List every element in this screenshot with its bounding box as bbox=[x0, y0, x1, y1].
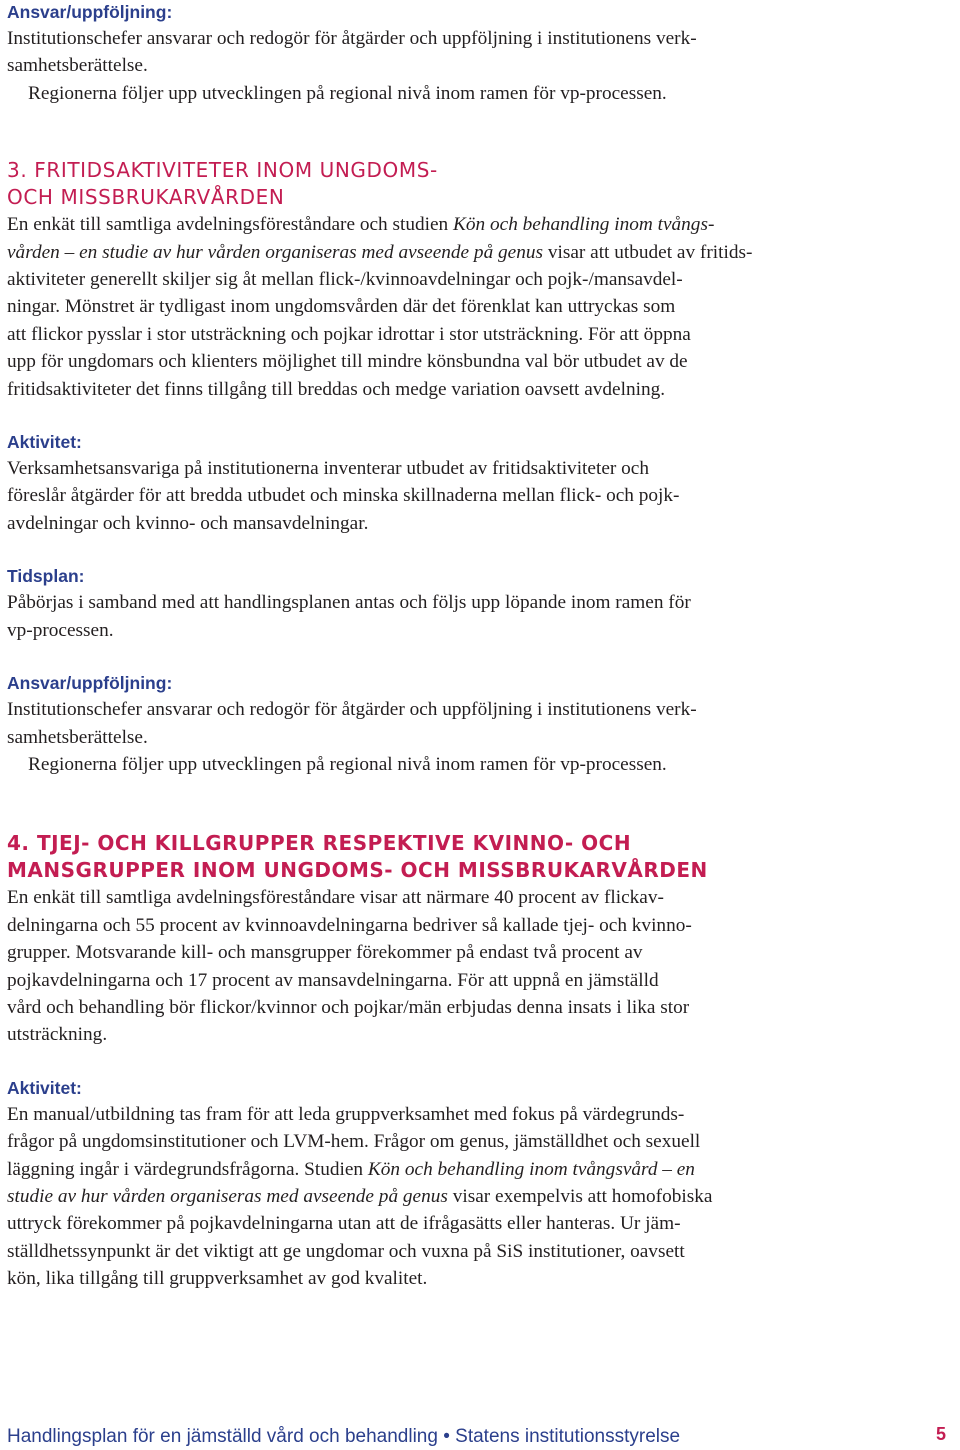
page-number: 5 bbox=[935, 1424, 946, 1444]
aktivitet-line: frågor på ungdomsinstitutioner och LVM-hem. Frågor om genus, jämställdhet och sexuell bbox=[7, 1131, 701, 1153]
section-3-paragraph-line: fritidsaktiviteter det finns tillgång till breddas och medge variation oavsett avdelning. bbox=[7, 378, 666, 400]
tidsplan-line: Påbörjas i samband med att handlingsplanen antas och följs upp löpande inom ramen för bbox=[7, 592, 691, 614]
ansvar-line: Institutionschefer ansvarar och redogör för åtgärder och uppföljning i institutionens verk- bbox=[7, 699, 697, 721]
section-4-paragraph-line: vård och behandling bör flickor/kvinnor och pojkar/män erbjudas denna insats i lika stor bbox=[7, 996, 690, 1018]
section-3-heading-line1: 3. FRITIDSAKTIVITETER INOM UNGDOMS- bbox=[7, 158, 438, 183]
study-title-italic: studie av hur vården organiseras med avseende på genus bbox=[7, 1185, 448, 1207]
section-3-paragraph-line: att flickor pysslar i stor utsträckning och pojkar idrottar i stor utsträckning. För att öppna bbox=[7, 323, 691, 345]
ansvar-line: Regionerna följer upp utvecklingen på regional nivå inom ramen för vp-processen. bbox=[28, 82, 667, 104]
document-body bbox=[7, 0, 953, 1293]
aktivitet-line: föreslår åtgärder för att bredda utbudet och minska skillnaderna mellan flick- och pojk- bbox=[7, 485, 680, 507]
section-4-paragraph-line: pojkavdelningarna och 17 procent av mansavdelningarna. För att uppnå en jämställd bbox=[7, 969, 659, 991]
section-4-heading-line2: MANSGRUPPER INOM UNGDOMS- OCH MISSBRUKARVÅRDEN bbox=[7, 858, 708, 883]
aktivitet-line: Verksamhetsansvariga på institutionerna inventerar utbudet av fritidsaktiviteter och bbox=[7, 458, 649, 480]
section-4-paragraph-line: En enkät till samtliga avdelningsföreståndare visar att närmare 40 procent av flickav- bbox=[7, 887, 664, 909]
study-title-italic: vården – en studie av hur vården organiseras med avseende på genus bbox=[7, 241, 544, 263]
ansvar-label: Ansvar/uppföljning: bbox=[7, 673, 173, 694]
aktivitet-line: avdelningar och kvinno- och mansavdelningar. bbox=[7, 512, 369, 534]
study-title-italic: Kön och behandling inom tvångs- bbox=[453, 214, 715, 236]
aktivitet-line: studie av hur vården organiseras med avseende på genus visar exempelvis att homofobiska bbox=[7, 1185, 713, 1207]
footer-text: Handlingsplan för en jämställd vård och behandling • Statens institutionsstyrelse bbox=[7, 1426, 681, 1447]
aktivitet-label: Aktivitet: bbox=[7, 1077, 82, 1098]
aktivitet-line: uttryck förekommer på pojkavdelningarna utan att de ifrågasätts eller hanteras. Ur jäm- bbox=[7, 1213, 681, 1235]
section-4-paragraph-line: grupper. Motsvarande kill- och mansgrupper förekommer på endast två procent av bbox=[7, 942, 643, 964]
section-3-paragraph-line: En enkät till samtliga avdelningsföreståndare och studien Kön och behandling inom tvångs- bbox=[7, 214, 715, 236]
ansvar-label-top: Ansvar/uppföljning: bbox=[7, 2, 173, 22]
aktivitet-line: ställdhetssynpunkt är det viktigt att ge ungdomar och vuxna på SiS institutioner, oavsett bbox=[7, 1240, 685, 1262]
ansvar-line: samhetsberättelse. bbox=[7, 55, 148, 77]
ansvar-line: Regionerna följer upp utvecklingen på regional nivå inom ramen för vp-processen. bbox=[28, 753, 667, 775]
section-3-paragraph-line: ningar. Mönstret är tydligast inom ungdomsvården där det förenklat kan uttryckas som bbox=[7, 296, 676, 318]
section-3-paragraph-line: upp för ungdomars och klienters möjlighet till mindre könsbundna val bör utbudet av de bbox=[7, 351, 688, 373]
ansvar-line: samhetsberättelse. bbox=[7, 726, 148, 748]
section-3-heading-line2: OCH MISSBRUKARVÅRDEN bbox=[7, 185, 285, 210]
ansvar-line: Institutionschefer ansvarar och redogör för åtgärder och uppföljning i institutionens verk- bbox=[7, 28, 697, 49]
aktivitet-line: läggning ingår i värdegrundsfrågorna. Studien Kön och behandling inom tvångsvård – en bbox=[7, 1158, 695, 1180]
tidsplan-line: vp-processen. bbox=[7, 619, 114, 641]
section-3-paragraph-line: aktiviteter generellt skiljer sig åt mellan flick-/kvinnoavdelningar och pojk-/mansavdel- bbox=[7, 269, 683, 291]
aktivitet-line: kön, lika tillgång till gruppverksamhet av god kvalitet. bbox=[7, 1268, 428, 1290]
aktivitet-label: Aktivitet: bbox=[7, 432, 82, 453]
section-4-heading-line1: 4. TJEJ- OCH KILLGRUPPER RESPEKTIVE KVINNO- OCH bbox=[7, 831, 632, 856]
aktivitet-line: En manual/utbildning tas fram för att leda gruppverksamhet med fokus på värdegrunds- bbox=[7, 1103, 685, 1125]
section-4-paragraph-line: utsträckning. bbox=[7, 1024, 108, 1046]
study-title-italic: Kön och behandling inom tvångsvård – en bbox=[367, 1158, 695, 1180]
page-footer bbox=[7, 1424, 946, 1450]
section-3-paragraph-line: vården – en studie av hur vården organiseras med avseende på genus visar att utbudet av fritids- bbox=[7, 241, 753, 263]
tidsplan-label: Tidsplan: bbox=[7, 566, 85, 587]
section-4-paragraph-line: delningarna och 55 procent av kvinnoavdelningarna bedriver så kallade tjej- och kvinno- bbox=[7, 914, 692, 936]
